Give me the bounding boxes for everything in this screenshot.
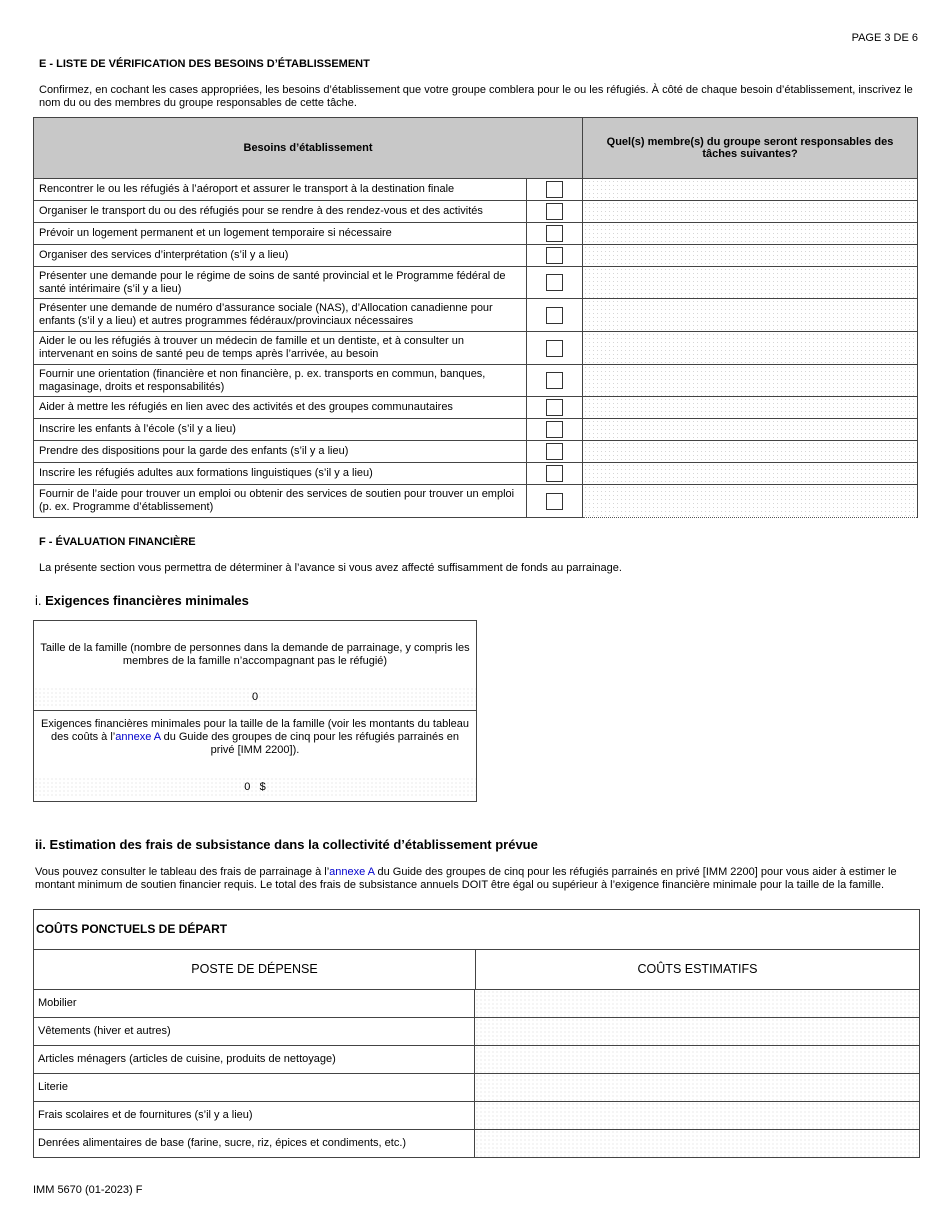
need-row <box>34 332 918 365</box>
costs-title: COÛTS PONCTUELS DE DÉPART <box>34 910 919 950</box>
responsible-member-field[interactable] <box>583 223 918 245</box>
sub-i-heading <box>35 593 249 608</box>
estimated-cost-field[interactable] <box>475 1130 919 1157</box>
page-number: PAGE 3 DE 6 <box>851 32 918 44</box>
min-req-label <box>34 718 476 757</box>
col-header-needs: Besoins d’établissement <box>34 118 583 179</box>
need-checkbox-cell <box>527 245 583 267</box>
expense-item-label: Frais scolaires et de fournitures (s’il y a lieu) <box>34 1102 475 1129</box>
need-checkbox[interactable] <box>546 307 563 324</box>
estimated-cost-field[interactable] <box>475 990 919 1017</box>
need-checkbox[interactable] <box>546 399 563 416</box>
need-checkbox-cell <box>527 365 583 397</box>
expense-item-label: Articles ménagers (articles de cuisine, produits de nettoyage) <box>34 1046 475 1073</box>
section-e-intro: Confirmez, en cochant les cases appropriées, les besoins d’établissement que votre groupe comblera pour le ou les réfugiés. À côté de chaque besoin d’établissement, inscrivez le nom du ou des membres du groupe responsables de cette tâche. <box>39 84 913 109</box>
need-checkbox[interactable] <box>546 372 563 389</box>
need-checkbox[interactable] <box>546 443 563 460</box>
need-row <box>34 223 918 245</box>
estimated-cost-field[interactable] <box>475 1102 919 1129</box>
need-checkbox[interactable] <box>546 493 563 510</box>
estimated-cost-field[interactable] <box>475 1074 919 1101</box>
need-label: Rencontrer le ou les réfugiés à l’aéroport et assurer le transport à la destination finale <box>34 179 527 201</box>
need-row <box>34 201 918 223</box>
need-checkbox-cell <box>527 485 583 518</box>
responsible-member-field[interactable] <box>583 299 918 332</box>
cost-row <box>34 1046 919 1074</box>
min-req-value: 0 <box>244 781 251 793</box>
sub-ii-title: ii. Estimation des frais de subsistance dans la collectivité d’établissement prévue <box>35 837 538 852</box>
sub-i-title: Exigences financières minimales <box>45 593 249 608</box>
responsible-member-field[interactable] <box>583 245 918 267</box>
need-label: Aider à mettre les réfugiés en lien avec des activités et des groupes communautaires <box>34 397 527 419</box>
expense-item-label: Vêtements (hiver et autres) <box>34 1018 475 1045</box>
responsible-member-field[interactable] <box>583 419 918 441</box>
need-label: Inscrire les enfants à l’école (s’il y a lieu) <box>34 419 527 441</box>
need-label: Fournir de l’aide pour trouver un emploi ou obtenir des services de soutien pour trouver un emploi (p. ex. Programme d’établissement) <box>34 485 527 518</box>
annexe-a-link-2[interactable]: annexe A <box>329 866 375 878</box>
estimated-cost-field[interactable] <box>475 1018 919 1045</box>
expense-item-label: Mobilier <box>34 990 475 1017</box>
need-checkbox-cell <box>527 299 583 332</box>
cost-row <box>34 1102 919 1130</box>
need-label: Fournir une orientation (financière et non financière, p. ex. transports en commun, banques, magasinage, droits et responsabilités) <box>34 365 527 397</box>
startup-costs-table <box>33 909 920 1158</box>
minimum-requirements-box <box>33 620 477 802</box>
need-row <box>34 397 918 419</box>
family-size-label: Taille de la famille (nombre de personnes dans la demande de parrainage, y compris les membres de la famille n’accompagnant pas le réfugié) <box>40 642 470 667</box>
need-checkbox[interactable] <box>546 203 563 220</box>
need-row <box>34 245 918 267</box>
need-checkbox[interactable] <box>546 181 563 198</box>
need-checkbox-cell <box>527 397 583 419</box>
col-header-item: POSTE DE DÉPENSE <box>34 950 476 989</box>
responsible-member-field[interactable] <box>583 365 918 397</box>
cost-row <box>34 1130 919 1157</box>
need-checkbox[interactable] <box>546 465 563 482</box>
need-row <box>34 365 918 397</box>
responsible-member-field[interactable] <box>583 201 918 223</box>
cost-row <box>34 1074 919 1102</box>
need-checkbox-cell <box>527 419 583 441</box>
col-header-cost: COÛTS ESTIMATIFS <box>637 962 758 976</box>
col-header-responsible: Quel(s) membre(s) du groupe seront responsables des tâches suivantes? <box>583 118 918 179</box>
min-req-field[interactable] <box>34 777 476 797</box>
sub-ii-intro-b: du Guide des groupes de cinq pour les réfugiés parrainés en privé [IMM 2200] pour vous aider à estimer le montant minimum de soutien financier requis. Le total des frais de subsistance annuels DOIT être égal ou supérieur à l’exigence financière minimale pour la taille de la famille. <box>35 866 897 891</box>
need-row <box>34 485 918 518</box>
need-checkbox-cell <box>527 332 583 365</box>
need-label: Prévoir un logement permanent et un logement temporaire si nécessaire <box>34 223 527 245</box>
annexe-a-link[interactable]: annexe A <box>115 731 161 743</box>
section-f-intro: La présente section vous permettra de déterminer à l’avance si vous avez affecté suffisamment de fonds au parrainage. <box>39 562 622 574</box>
responsible-member-field[interactable] <box>583 332 918 365</box>
responsible-member-field[interactable] <box>583 267 918 299</box>
min-req-label-b: du Guide des groupes de cinq pour les réfugiés parrainés en privé [IMM 2200]). <box>160 731 459 756</box>
need-label: Présenter une demande de numéro d’assurance sociale (NAS), d’Allocation canadienne pour enfants (s’il y a lieu) et autres programmes fédéraux/provinciaux nécessaires <box>34 299 527 332</box>
need-label: Organiser le transport du ou des réfugiés pour se rendre à des rendez-vous et des activités <box>34 201 527 223</box>
need-label: Inscrire les réfugiés adultes aux formations linguistiques (s’il y a lieu) <box>34 463 527 485</box>
need-checkbox[interactable] <box>546 247 563 264</box>
need-label: Organiser des services d’interprétation (s’il y a lieu) <box>34 245 527 267</box>
need-checkbox[interactable] <box>546 274 563 291</box>
need-checkbox-cell <box>527 463 583 485</box>
sub-ii-intro <box>35 866 910 892</box>
need-row <box>34 441 918 463</box>
need-row <box>34 463 918 485</box>
need-checkbox-cell <box>527 179 583 201</box>
need-label: Présenter une demande pour le régime de soins de santé provincial et le Programme fédéral de santé intérimaire (s’il y a lieu) <box>34 267 527 299</box>
need-checkbox-cell <box>527 267 583 299</box>
family-size-field[interactable] <box>34 687 476 707</box>
need-checkbox-cell <box>527 441 583 463</box>
need-label: Prendre des dispositions pour la garde des enfants (s’il y a lieu) <box>34 441 527 463</box>
min-req-label-a: Exigences financières minimales pour la taille de la famille (voir les montants du tableau des coûts à l’ <box>41 718 469 743</box>
section-e-title: E - LISTE DE VÉRIFICATION DES BESOINS D’ÉTABLISSEMENT <box>39 58 370 70</box>
need-checkbox[interactable] <box>546 340 563 357</box>
need-label: Aider le ou les réfugiés à trouver un médecin de famille et un dentiste, et à consulter un intervenant en soins de santé peu de temps après l’arrivée, au besoin <box>34 332 527 365</box>
cost-row <box>34 1018 919 1046</box>
responsible-member-field[interactable] <box>583 179 918 201</box>
need-checkbox[interactable] <box>546 421 563 438</box>
responsible-member-field[interactable] <box>583 441 918 463</box>
responsible-member-field[interactable] <box>583 463 918 485</box>
responsible-member-field[interactable] <box>583 485 918 518</box>
need-checkbox-cell <box>527 223 583 245</box>
expense-item-label: Literie <box>34 1074 475 1101</box>
need-row <box>34 419 918 441</box>
form-code: IMM 5670 (01-2023) F <box>33 1184 143 1196</box>
need-checkbox[interactable] <box>546 225 563 242</box>
need-checkbox-cell <box>527 201 583 223</box>
sub-i-number: i. <box>35 593 42 608</box>
need-row <box>34 299 918 332</box>
family-size-value: 0 <box>251 691 259 703</box>
estimated-cost-field[interactable] <box>475 1046 919 1073</box>
need-row <box>34 267 918 299</box>
sub-ii-intro-a: Vous pouvez consulter le tableau des frais de parrainage à l’ <box>35 866 330 878</box>
need-row <box>34 179 918 201</box>
settlement-needs-table <box>33 117 918 518</box>
expense-item-label: Denrées alimentaires de base (farine, sucre, riz, épices et condiments, etc.) <box>34 1130 475 1157</box>
min-req-unit: $ <box>259 781 266 793</box>
responsible-member-field[interactable] <box>583 397 918 419</box>
section-f-title: F - ÉVALUATION FINANCIÈRE <box>39 536 196 548</box>
cost-row <box>34 990 919 1018</box>
